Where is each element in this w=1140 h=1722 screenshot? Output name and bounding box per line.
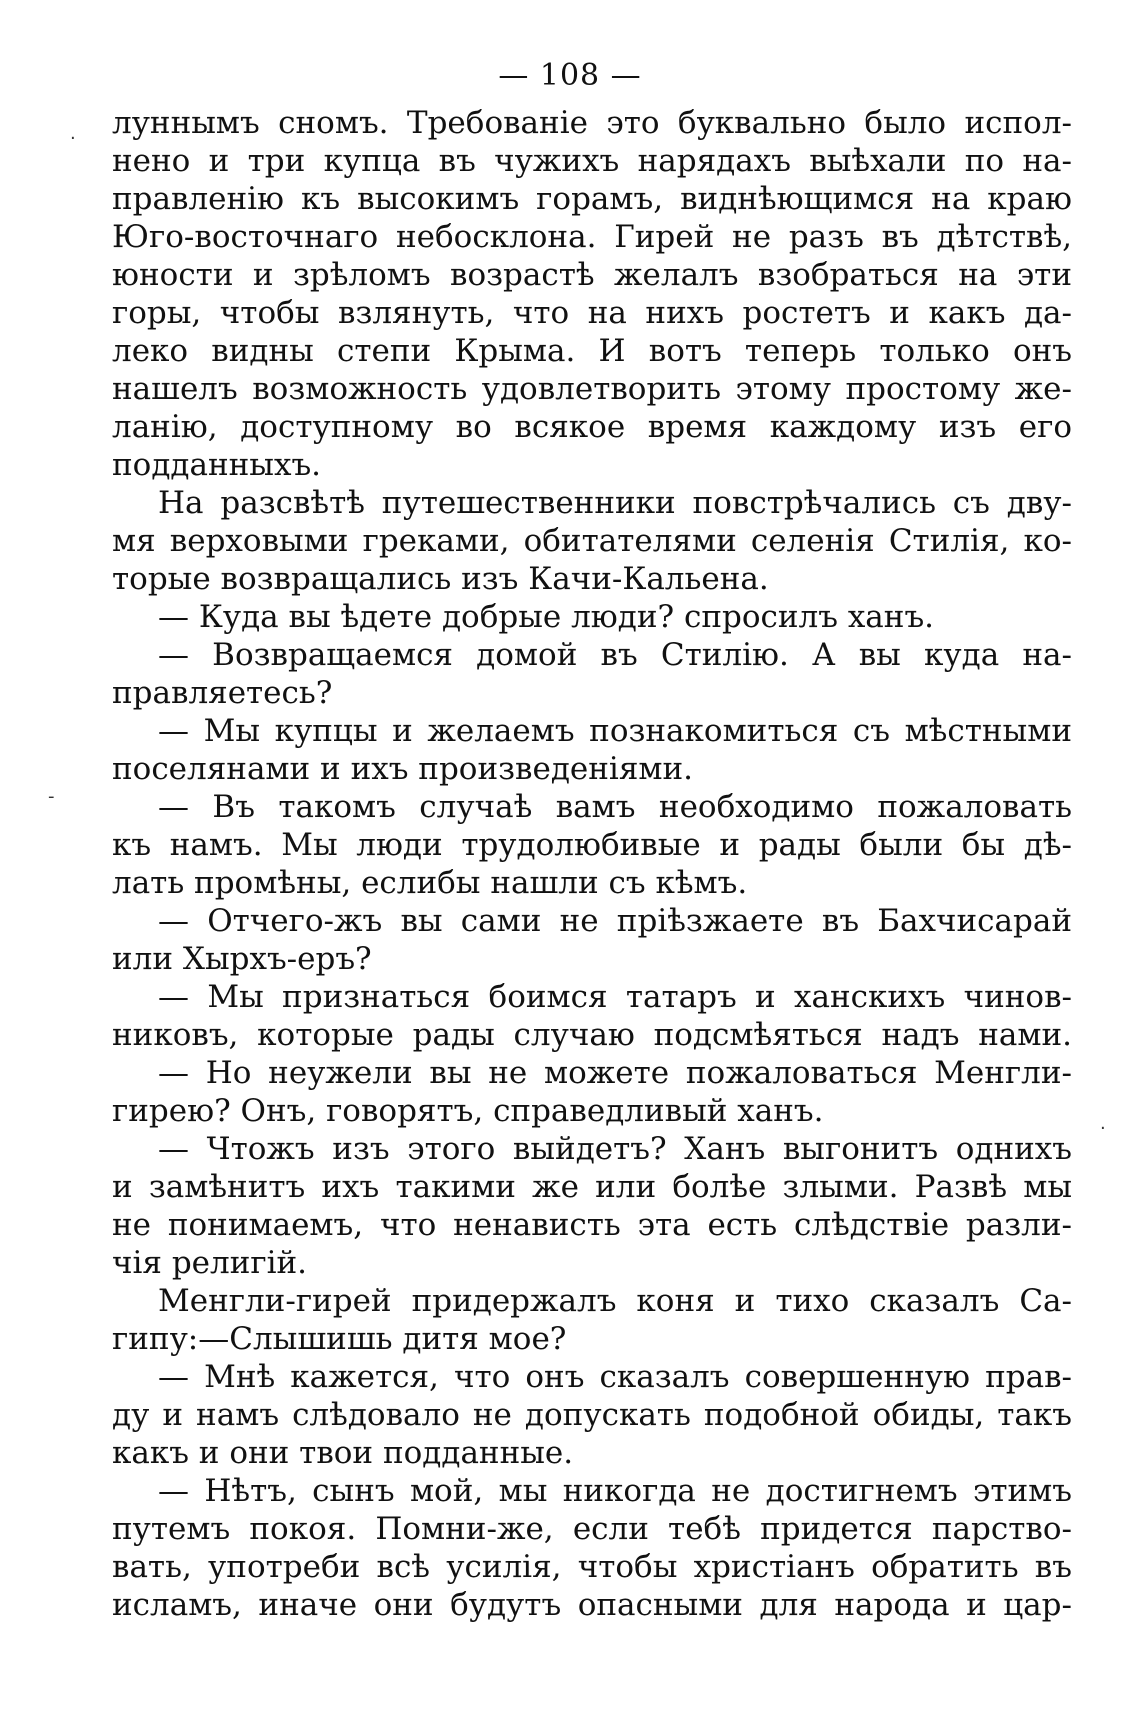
body-text: [112, 104, 1072, 1624]
text-line: гипу:—Слышишь дитя мое?: [112, 1321, 567, 1357]
text-line: горы, чтобы взлянуть, что на нихъ ростетъ и какъ да-: [112, 295, 1072, 331]
text-line: На разсвѣтѣ путешественники повстрѣчались съ дву-: [158, 485, 1072, 521]
text-line: ланію, доступному во всякое время каждому изъ его: [112, 409, 1072, 445]
margin-mark: ·: [1100, 1118, 1106, 1139]
text-line: нено и три купца въ чужихъ нарядахъ выѣхали по на-: [112, 143, 1072, 179]
text-line: ду и намъ слѣдовало не допускать подобной обиды, такъ: [112, 1397, 1072, 1433]
text-line: торые возвращались изъ Качи-Кальена.: [112, 561, 769, 597]
text-line: никовъ, которые рады случаю подсмѣяться надъ нами.: [112, 1017, 1072, 1053]
text-line: — Чтожъ изъ этого выйдетъ? Ханъ выгонитъ однихъ: [158, 1131, 1072, 1167]
text-line: — Въ такомъ случаѣ вамъ необходимо пожаловать: [158, 789, 1072, 825]
text-line: какъ и они твои подданные.: [112, 1435, 574, 1471]
text-line: юности и зрѣломъ возрастѣ желалъ взобраться на эти: [112, 257, 1072, 293]
text-line: нашелъ возможность удовлетворить этому простому же-: [112, 371, 1072, 407]
text-line: леко видны степи Крыма. И вотъ теперь только онъ: [112, 333, 1072, 369]
text-line: — Возвращаемся домой въ Стилію. А вы куда на-: [158, 637, 1072, 673]
text-line: Юго-восточнаго небосклона. Гирей не разъ въ дѣтствѣ,: [112, 219, 1072, 255]
text-line: вать, употреби всѣ усилія, чтобы христіанъ обратить въ: [112, 1549, 1072, 1585]
page-number: — 108 —: [498, 58, 642, 93]
text-line: — Куда вы ѣдете добрые люди? спросилъ ханъ.: [158, 599, 935, 635]
text-line: подданныхъ.: [112, 447, 322, 483]
text-line: — Отчего-жъ вы сами не пріѣзжаете въ Бахчисарай: [158, 903, 1072, 939]
text-line: луннымъ сномъ. Требованіе это буквально было испол-: [112, 105, 1072, 141]
text-line: — Мы купцы и желаемъ познакомиться съ мѣстными: [158, 713, 1072, 749]
text-line: — Нѣтъ, сынъ мой, мы никогда не достигнемъ этимъ: [158, 1473, 1072, 1509]
margin-mark: ·: [70, 128, 76, 149]
text-line: къ намъ. Мы люди трудолюбивые и рады были бы дѣ-: [112, 827, 1072, 863]
text-line: гирею? Онъ, говорятъ, справедливый ханъ.: [112, 1093, 824, 1129]
text-line: или Хырхъ-еръ?: [112, 941, 372, 977]
text-line: лать промѣны, еслибы нашли съ кѣмъ.: [112, 865, 748, 901]
text-line: Менгли-гирей придержалъ коня и тихо сказалъ Са-: [158, 1283, 1072, 1319]
text-line: не понимаемъ, что ненависть эта есть слѣдствіе разли-: [112, 1207, 1072, 1243]
text-line: — Мнѣ кажется, что онъ сказалъ совершенную прав-: [158, 1359, 1072, 1395]
margin-mark: -: [48, 786, 55, 807]
text-line: правленію къ высокимъ горамъ, виднѣющимся на краю: [112, 181, 1072, 217]
text-line: путемъ покоя. Помни-же, если тебѣ придется парство-: [112, 1511, 1072, 1547]
text-line: чія религій.: [112, 1245, 308, 1281]
text-line: — Мы признаться боимся татаръ и ханскихъ чинов-: [158, 979, 1072, 1015]
text-line: исламъ, иначе они будутъ опасными для народа и цар-: [112, 1587, 1072, 1623]
text-line: и замѣнитъ ихъ такими же или болѣе злыми. Развѣ мы: [112, 1169, 1072, 1205]
text-line: правляетесь?: [112, 675, 333, 711]
text-line: поселянами и ихъ произведеніями.: [112, 751, 694, 787]
text-line: мя верховыми греками, обитателями селенія Стилія, ко-: [112, 523, 1072, 559]
text-line: — Но неужели вы не можете пожаловаться Менгли-: [158, 1055, 1072, 1091]
